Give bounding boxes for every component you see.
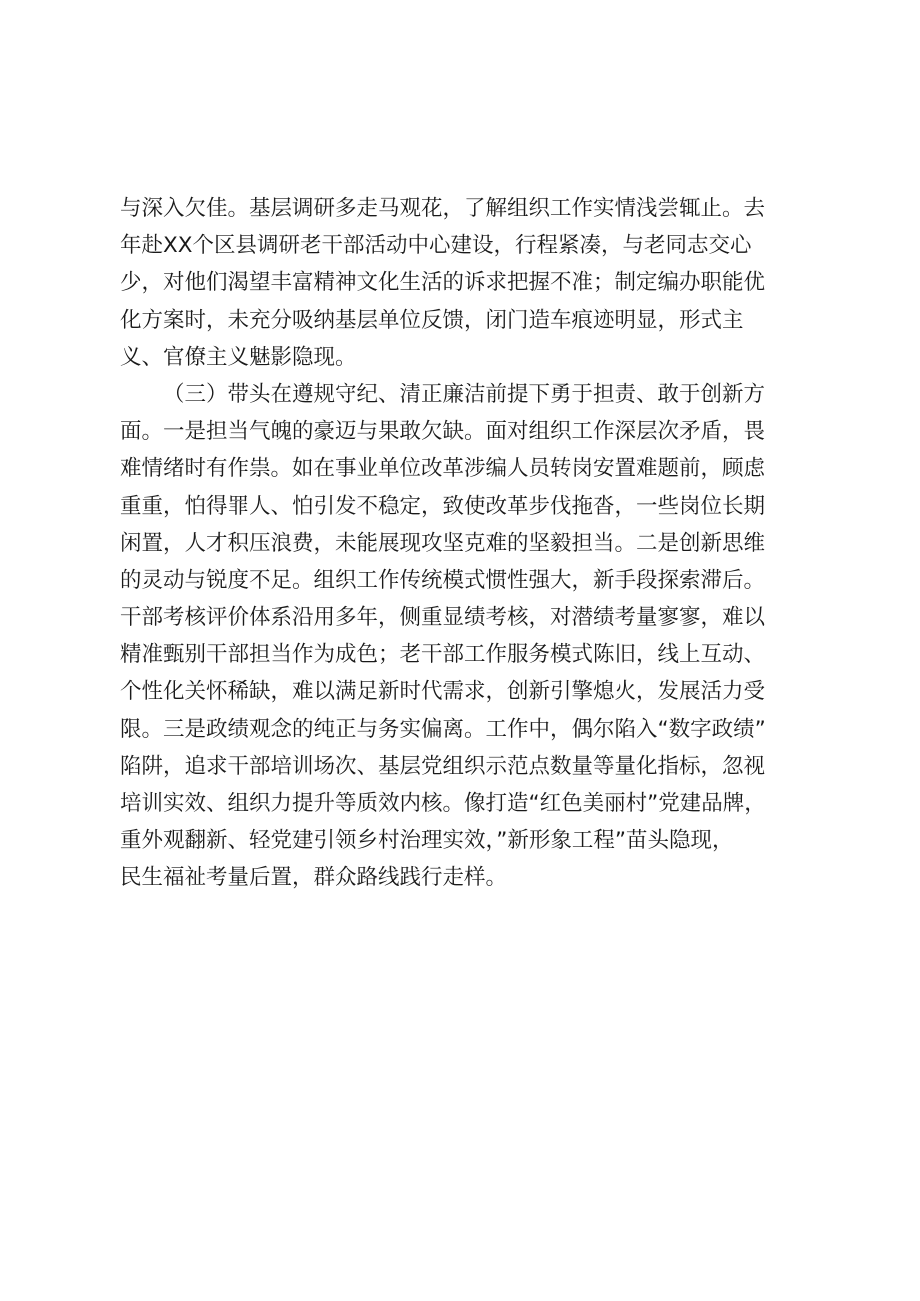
text-line-12: 干部考核评价体系沿用多年，侧重显绩考核，对潜绩考量寥寥，难以 — [120, 605, 766, 631]
text-line-16: 陷阱，追求干部培训场次、基层党组织示范点数量等量化指标，忽视 — [120, 753, 766, 779]
text-line-3: 少，对他们渴望丰富精神文化生活的诉求把握不准；制定编办职能优 — [120, 270, 766, 296]
text-line-14: 个性化关怀稀缺，难以满足新时代需求，创新引擎熄火，发展活力受 — [120, 679, 766, 705]
text-line-11: 的灵动与锐度不足。组织工作传统模式惯性强大，新手段探索滞后。 — [120, 567, 766, 593]
text-line-17: 培训实效、组织力提升等质效内核。像打造“红色美丽村”党建品牌， — [120, 791, 766, 816]
text-line-13: 精准甄别干部担当作为成色；老干部工作服务模式陈旧，线上互动、 — [120, 642, 766, 668]
text-line-15: 限。三是政绩观念的纯正与务实偏离。工作中，偶尔陷入“数字政绩” — [120, 716, 766, 742]
text-line-5: 义、官僚主义魅影隐现。 — [120, 344, 357, 370]
body-text — [120, 190, 840, 897]
text-line-1: 与深入欠佳。基层调研多走马观花，了解组织工作实情浅尝辄止。去 — [120, 196, 766, 221]
text-line-18: 重外观翻新、轻党建引领乡村治理实效，”新形象工程”苗头隐现， — [120, 828, 734, 854]
text-line-7: 面。一是担当气魄的豪迈与果敢欠缺。面对组织工作深层次矛盾，畏 — [120, 419, 766, 445]
text-line-19: 民生福祉考量后置，群众路线践行走样。 — [120, 865, 508, 891]
text-line-10: 闲置，人才积压浪费，未能展现攻坚克难的坚毅担当。二是创新思维 — [120, 530, 766, 556]
text-line-9: 重重，怕得罪人、怕引发不稳定，致使改革步伐拖沓，一些岗位长期 — [120, 493, 766, 519]
text-line-8: 难情绪时有作祟。如在事业单位改革涉编人员转岗安置难题前，顾虑 — [120, 456, 766, 482]
text-line-2: 年赴XX个区县调研老干部活动中心建设，行程紧凑，与老同志交心 — [120, 233, 752, 259]
text-line-4: 化方案时，未充分吸纳基层单位反馈，闭门造车痕迹明显，形式主 — [120, 307, 744, 333]
section-heading-line: （三）带头在遵规守纪、清正廉洁前提下勇于担责、敢于创新方 — [163, 381, 766, 407]
